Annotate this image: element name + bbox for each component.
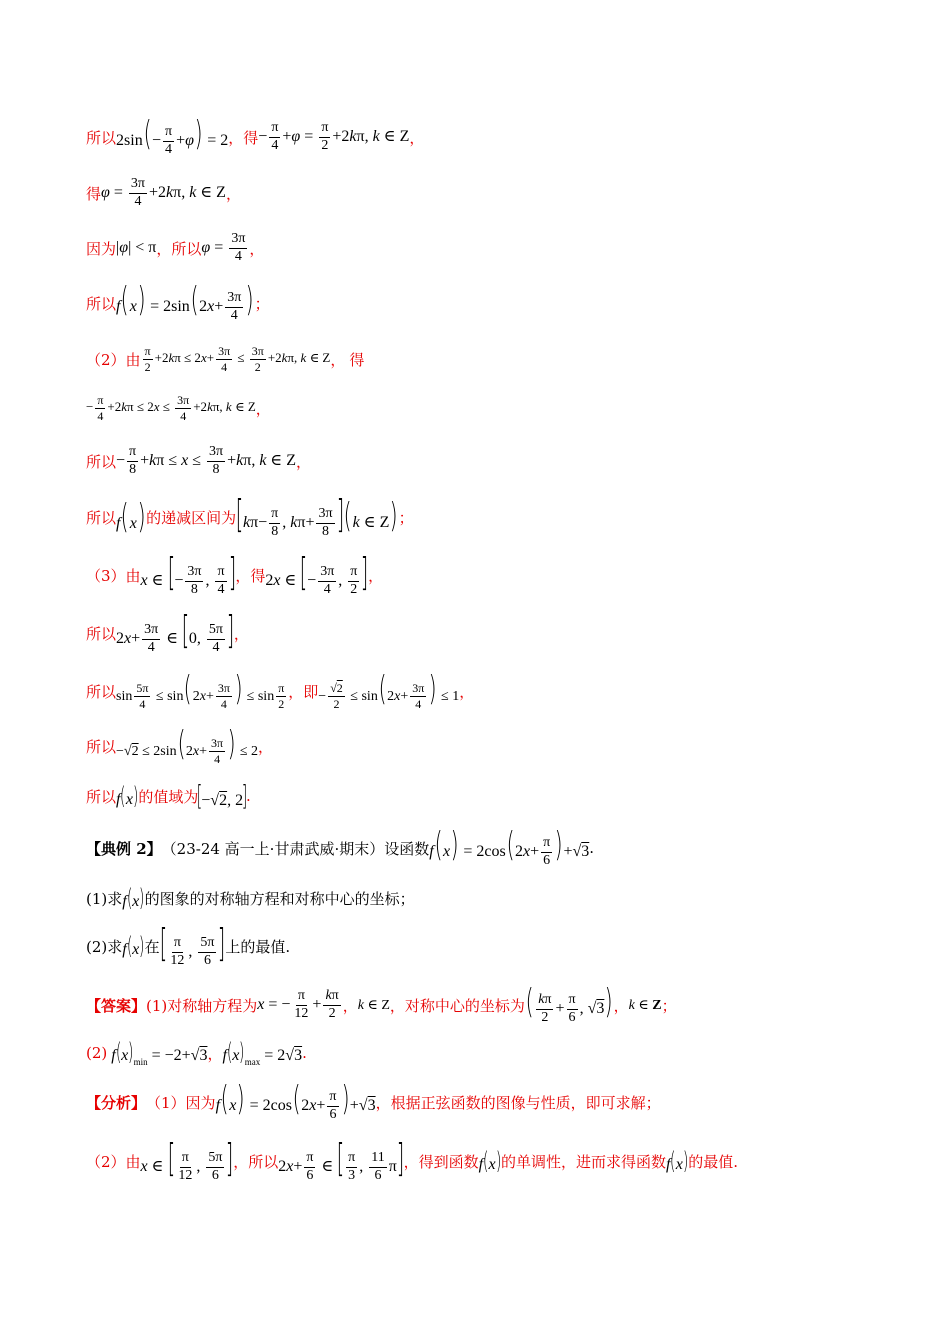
analysis-line-2 — [86, 1135, 739, 1183]
text: . — [589, 839, 595, 857]
text: ， — [459, 682, 475, 701]
formula: [−√2, 2] — [197, 779, 248, 812]
formula: − $\frac{\pi}{4}$ +2kπ ≤ 2x ≤ $\frac{3\pi}{4}$ +2kπ, k ∈ Z — [86, 392, 256, 423]
text: （2）由 — [86, 350, 141, 369]
formula: f(x) = 2cos(2x+ $\frac{\pi}{6}$ )+√3 — [215, 1078, 376, 1122]
formula: [kπ− $\frac{\pi}{8}$ , kπ+ $\frac{3\pi}{8}$ ](k ∈ Z) — [235, 491, 398, 539]
text: 得 — [349, 350, 365, 369]
text: 即 — [303, 682, 319, 701]
formula: − $\frac{\pi}{4}$ +φ = $\frac{\pi}{2}$ +2kπ, k ∈ Z — [258, 119, 410, 153]
solution-line-8 — [86, 491, 414, 539]
text: ； — [398, 508, 414, 527]
text: 的单调性，进而求得函数 — [500, 1152, 666, 1171]
formula: f(x) — [478, 1146, 502, 1175]
answer-tag: 【答案】 — [86, 996, 147, 1015]
formula: φ = $\frac{3\pi}{4}$ — [201, 230, 246, 264]
solution-line-12 — [86, 723, 274, 766]
formula: f(x) — [116, 781, 139, 810]
text: ， — [255, 399, 271, 418]
formula: f(x) = 2sin(2x+ $\frac{3\pi}{4}$ ) — [116, 279, 254, 323]
example-source: （23-24 高一上·甘肃武威·期末）设函数 — [161, 839, 430, 858]
solution-line-4 — [86, 279, 270, 323]
text: 所以 — [86, 508, 117, 527]
text: ， — [207, 1044, 223, 1063]
text: ， — [233, 624, 249, 643]
text: ； — [254, 294, 270, 313]
formula: − $\frac{√2}{2}$ ≤ sin(2x+ $\frac{3\pi}{4}$ ) ≤ 1 — [318, 668, 460, 711]
solution-line-3 — [86, 228, 264, 268]
text: ； — [661, 996, 677, 1015]
text: （1）因为 — [146, 1093, 216, 1112]
text: ， — [613, 996, 629, 1015]
formula: ( $\frac{k\pi}{2}$ + $\frac{\pi}{6}$ , √3) — [525, 981, 613, 1025]
solution-line-11 — [86, 668, 475, 711]
text: 得 — [243, 128, 259, 147]
formula: 2sin(− $\frac{\pi}{4}$ +φ) = 2 — [116, 113, 229, 157]
formula: f(x) — [116, 497, 146, 537]
answer-line-2 — [86, 1033, 307, 1073]
text: ， — [368, 566, 384, 585]
formula: x = − $\frac{\pi}{12}$ + $\frac{k\pi}{2}$ — [257, 987, 339, 1021]
text: 在 — [144, 937, 160, 956]
text: （3）由 — [86, 566, 141, 585]
text: 上的最值. — [225, 937, 291, 956]
solution-line-9 — [86, 549, 384, 597]
example-tag: 【典例 2】 — [86, 839, 162, 858]
formula: x ∈ [− $\frac{3\pi}{8}$ , $\frac{\pi}{4}$ ] — [140, 549, 236, 597]
formula: $\frac{\pi}{2}$ +2kπ ≤ 2x+ $\frac{3\pi}{4}$ ≤ $\frac{3\pi}{2}$ +2kπ, k ∈ Z — [144, 343, 331, 374]
formula: 2x ∈ [− $\frac{3\pi}{4}$ , $\frac{\pi}{2}$ ] — [265, 549, 369, 597]
text: 的递减区间为 — [146, 508, 237, 527]
question-2 — [86, 920, 291, 968]
formula: |φ| < π — [116, 239, 157, 256]
formula: f(x) — [122, 883, 145, 912]
text: 的图象的对称轴方程和对称中心的坐标； — [144, 889, 415, 908]
text: ，对称中心的坐标为 — [389, 996, 525, 1015]
text: ， — [156, 239, 172, 258]
text: 所以 — [86, 452, 117, 471]
text: 所以 — [86, 624, 117, 643]
text: ， — [258, 737, 274, 756]
analysis-tag: 【分析】 — [86, 1093, 147, 1112]
solution-line-2 — [86, 173, 241, 213]
text: . — [302, 1044, 307, 1062]
text: 所以 — [171, 239, 202, 258]
text: ， — [330, 350, 346, 369]
formula: 2x+ $\frac{\pi}{6}$ ∈ [ $\frac{\pi}{3}$ , $\frac{11}{6}$ π] — [278, 1135, 404, 1183]
text: 所以 — [86, 128, 117, 147]
solution-line-1 — [86, 113, 425, 157]
formula: x ∈ [ $\frac{\pi}{12}$ , $\frac{5\pi}{6}$ ] — [140, 1135, 234, 1183]
solution-line-6 — [86, 388, 271, 428]
formula: φ = $\frac{3\pi}{4}$ +2kπ, k ∈ Z — [101, 175, 226, 209]
text: 所以 — [86, 737, 117, 756]
text: （2）由 — [86, 1152, 141, 1171]
text: . — [246, 787, 251, 805]
formula: 2x+ $\frac{3\pi}{4}$ ∈ [0, $\frac{5\pi}{4}$ ] — [116, 607, 235, 655]
text: (1)对称轴方程为 — [146, 996, 258, 1015]
text: ， — [288, 682, 304, 701]
solution-line-10 — [86, 607, 249, 655]
formula: f(x) — [665, 1146, 689, 1175]
text: ， — [225, 184, 241, 203]
text: (2) — [86, 1044, 108, 1062]
formula: k ∈ Z — [628, 997, 662, 1013]
text: ，所以 — [233, 1152, 279, 1171]
text: ， — [296, 452, 312, 471]
text: ， — [235, 566, 251, 585]
formula: [ $\frac{\pi}{12}$ , $\frac{5\pi}{6}$ ] — [159, 920, 226, 968]
formula: k ∈ Z — [357, 997, 390, 1013]
formula: f(x) — [122, 931, 145, 960]
formula: −√2 ≤ 2sin(2x+ $\frac{3\pi}{4}$ ) ≤ 2 — [116, 723, 259, 766]
formula: sin $\frac{5\pi}{4}$ ≤ sin(2x+ $\frac{3\pi}{4}$ ) ≤ sin $\frac{\pi}{2}$ — [116, 668, 285, 711]
text: 的最值. — [688, 1152, 739, 1171]
text: 因为 — [86, 239, 117, 258]
text: (1)求 — [86, 889, 123, 908]
solution-line-7 — [86, 441, 311, 481]
text: 的值域为 — [138, 787, 199, 806]
text: ， — [228, 128, 244, 147]
analysis-line-1 — [86, 1078, 661, 1122]
text: 得 — [250, 566, 266, 585]
text: ，根据正弦函数的图像与性质，即可求解； — [375, 1093, 661, 1112]
text: 所以 — [86, 787, 117, 806]
text: ， — [342, 996, 358, 1015]
formula: $f(x)_{max} = 2√3$ — [222, 1037, 303, 1067]
text: ，得到函数 — [403, 1152, 479, 1171]
text: 所以 — [86, 294, 117, 313]
formula: f(x) = 2cos(2x+ $\frac{\pi}{6}$ )+√3 — [429, 824, 590, 868]
question-1 — [86, 878, 415, 918]
solution-line-13 — [86, 776, 251, 816]
example-heading — [86, 824, 595, 868]
answer-line-1 — [86, 981, 677, 1025]
solution-line-5 — [86, 339, 364, 379]
text: 所以 — [86, 682, 117, 701]
text: ， — [249, 239, 265, 258]
text: (2)求 — [86, 937, 123, 956]
text: 得 — [86, 184, 102, 203]
formula: $f(x)_{min} = -2+√3$ — [111, 1037, 208, 1067]
text: ， — [409, 128, 425, 147]
formula: − $\frac{\pi}{8}$ +kπ ≤ x ≤ $\frac{3\pi}{8}$ +kπ, k ∈ Z — [116, 443, 297, 477]
